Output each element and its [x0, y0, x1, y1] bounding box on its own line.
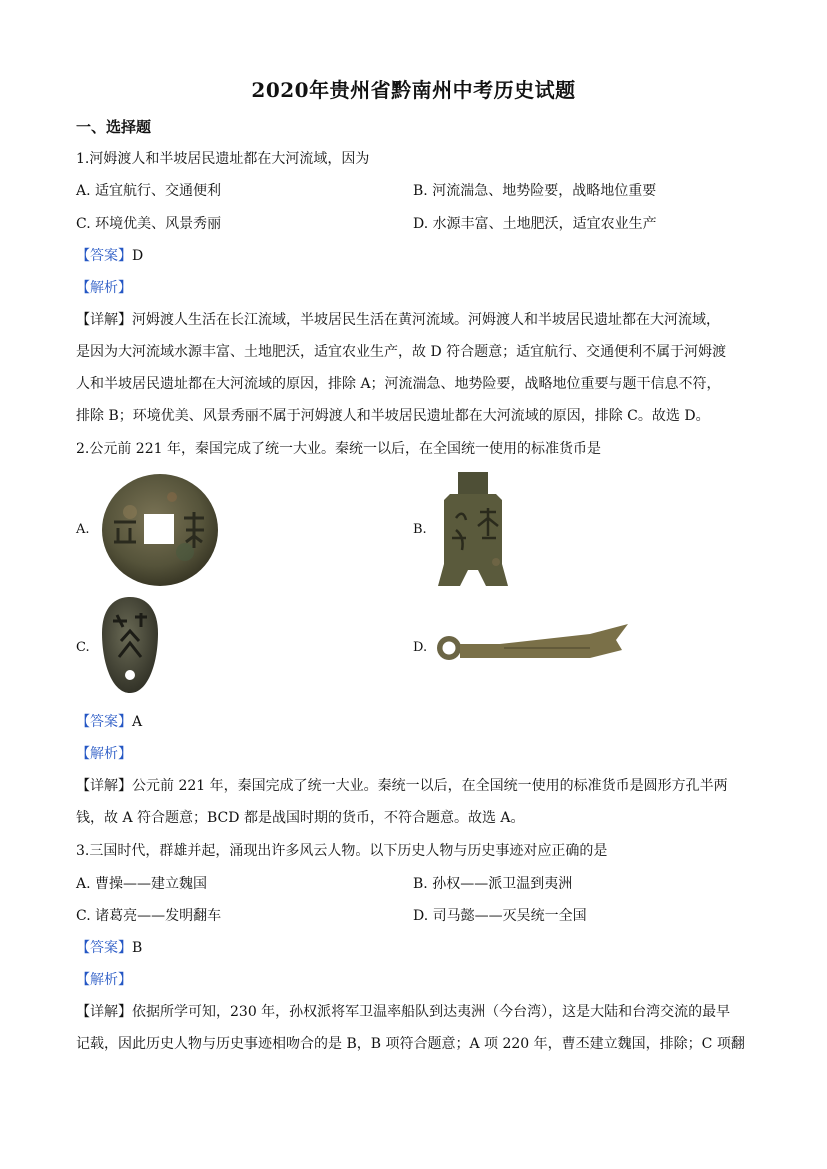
- q2-analysis-label: 【解析】: [76, 746, 132, 762]
- q3-detail-line-2: 记载，因此历史人物与历史事迹相吻合的是 B，B 项符合题意；A 项 220 年，曹丕建立魏国，排除；C 项翻: [76, 1036, 745, 1052]
- q1-detail-line-4: 排除 B；环境优美、风景秀丽不属于河姆渡人和半坡居民遗址都在大河流域的原因，排除 C。故选 D。: [76, 408, 710, 424]
- banliang-coin-image: [100, 472, 220, 588]
- q1-option-a: A. 适宜航行、交通便利: [76, 183, 222, 199]
- answer-label: 【答案】: [76, 940, 132, 956]
- q3-analysis-label: 【解析】: [76, 972, 132, 988]
- q1-detail-line-1: 【详解】河姆渡人生活在长江流域，半坡居民生活在黄河流域。河姆渡人和半坡居民遗址都在大河流域，: [76, 312, 720, 328]
- q2-option-b-label: B.: [413, 522, 427, 537]
- q2-stem: 2.公元前 221 年，秦国完成了统一大业。秦统一以后，在全国统一使用的标准货币是: [76, 441, 601, 457]
- q2-option-c-label: C.: [76, 640, 90, 655]
- knife-coin-image: [434, 624, 630, 668]
- antnose-coin-image: [101, 597, 159, 693]
- answer-value: D: [132, 248, 144, 264]
- q2-answer: [76, 711, 142, 731]
- q3-stem: 3.三国时代，群雄并起，涌现出许多风云人物。以下历史人物与历史事迹对应正确的是: [76, 843, 608, 859]
- answer-label: 【答案】: [76, 248, 132, 264]
- q1-option-b: B. 河流湍急、地势险要，战略地位重要: [413, 183, 657, 199]
- q2-option-a-label: A.: [76, 522, 90, 537]
- q1-detail-line-2: 是因为大河流域水源丰富、土地肥沃，适宜农业生产，故 D 符合题意；适宜航行、交通便利不属于河姆渡: [76, 344, 727, 360]
- q1-option-c: C. 环境优美、风景秀丽: [76, 216, 222, 232]
- answer-value: A: [132, 714, 143, 730]
- page-title: 2020年贵州省黔南州中考历史试题: [251, 78, 576, 102]
- spade-coin-image: [436, 472, 510, 586]
- q2-detail-line-1: 【详解】公元前 221 年，秦国完成了统一大业。秦统一以后，在全国统一使用的标准货币是圆形方孔半两: [76, 778, 728, 794]
- q3-option-c: C. 诸葛亮——发明翻车: [76, 908, 222, 924]
- q1-option-d: D. 水源丰富、土地肥沃，适宜农业生产: [413, 216, 657, 232]
- q2-option-d-label: D.: [413, 640, 428, 655]
- q1-answer: [76, 245, 143, 265]
- section-heading: 一、选择题: [76, 118, 152, 136]
- q3-detail-line-1: 【详解】依据所学可知，230 年，孙权派将军卫温率船队到达夷洲（今台湾），这是大陆和台湾交流的最早: [76, 1004, 731, 1020]
- q1-stem: 1.河姆渡人和半坡居民遗址都在大河流域，因为: [76, 151, 370, 167]
- q2-detail-line-2: 钱，故 A 符合题意；BCD 都是战国时期的货币，不符合题意。故选 A。: [76, 810, 525, 826]
- q3-option-d: D. 司马懿——灭吴统一全国: [413, 908, 587, 924]
- q1-detail-line-3: 人和半坡居民遗址都在大河流域的原因，排除 A；河流湍急、地势险要，战略地位重要与题干信息不符，: [76, 376, 721, 392]
- q3-option-a: A. 曹操——建立魏国: [76, 876, 208, 892]
- q3-option-b: B. 孙权——派卫温到夷洲: [413, 876, 573, 892]
- answer-value: B: [132, 940, 143, 956]
- answer-label: 【答案】: [76, 714, 132, 730]
- q3-answer: [76, 937, 142, 957]
- q1-analysis-label: 【解析】: [76, 280, 132, 296]
